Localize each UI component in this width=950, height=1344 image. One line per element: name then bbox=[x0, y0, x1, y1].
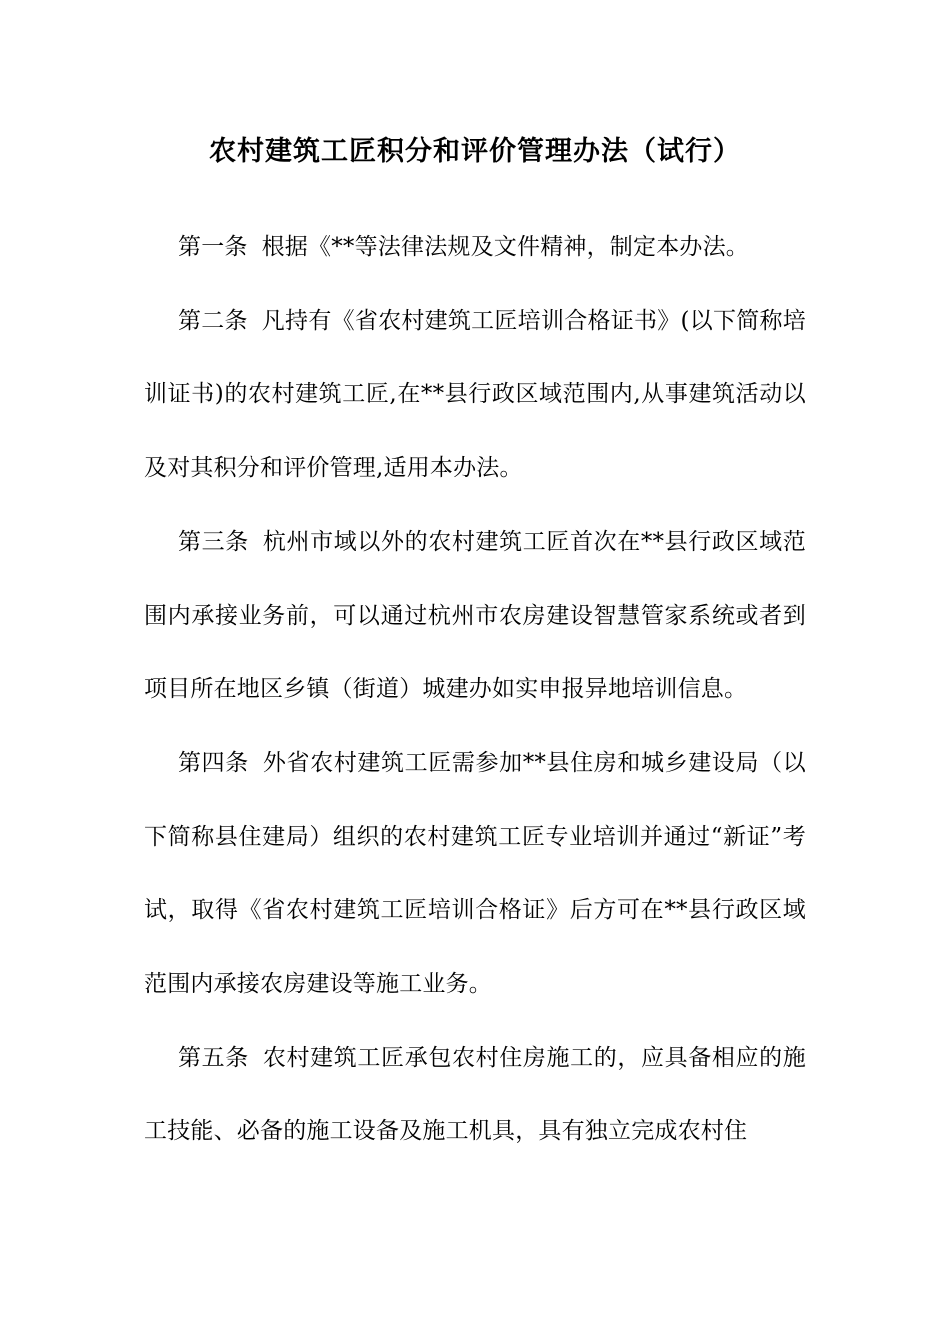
article-text: 农村建筑工匠承包农村住房施工的，应具备相应的施工技能、必备的施工设备及施工机具，具有独立完成农村住 bbox=[144, 1044, 806, 1145]
article-number: 第四条 bbox=[178, 749, 249, 776]
article-text: 凡持有《省农村建筑工匠培训合格证书》(以下简称培训证书)的农村建筑工匠,在**县行政区域范围内,从事建筑活动以及对其积分和评价管理,适用本办法。 bbox=[144, 307, 806, 482]
document-title: 农村建筑工匠积分和评价管理办法（试行） bbox=[209, 136, 741, 167]
article-5 bbox=[144, 1022, 806, 1169]
article-number: 第二条 bbox=[178, 307, 248, 334]
article-3 bbox=[144, 506, 806, 727]
article-text: 根据《**等法律法规及文件精神，制定本办法。 bbox=[261, 234, 750, 260]
article-number: 第一条 bbox=[178, 234, 248, 260]
article-1 bbox=[144, 211, 806, 285]
article-4 bbox=[144, 727, 806, 1022]
article-number: 第五条 bbox=[178, 1044, 249, 1071]
article-number: 第三条 bbox=[178, 528, 249, 555]
article-text: 杭州市域以外的农村建筑工匠首次在**县行政区域范围内承接业务前，可以通过杭州市农房建设智慧管家系统或者到项目所在地区乡镇（街道）城建办如实申报异地培训信息。 bbox=[144, 528, 806, 703]
document-body bbox=[144, 211, 806, 1169]
article-text: 外省农村建筑工匠需参加**县住房和城乡建设局（以下简称县住建局）组织的农村建筑工匠专业培训并通过“新证”考试，取得《省农村建筑工匠培训合格证》后方可在**县行政区域范围内承接农房建设等施工业务。 bbox=[144, 749, 806, 998]
article-2 bbox=[144, 285, 806, 506]
